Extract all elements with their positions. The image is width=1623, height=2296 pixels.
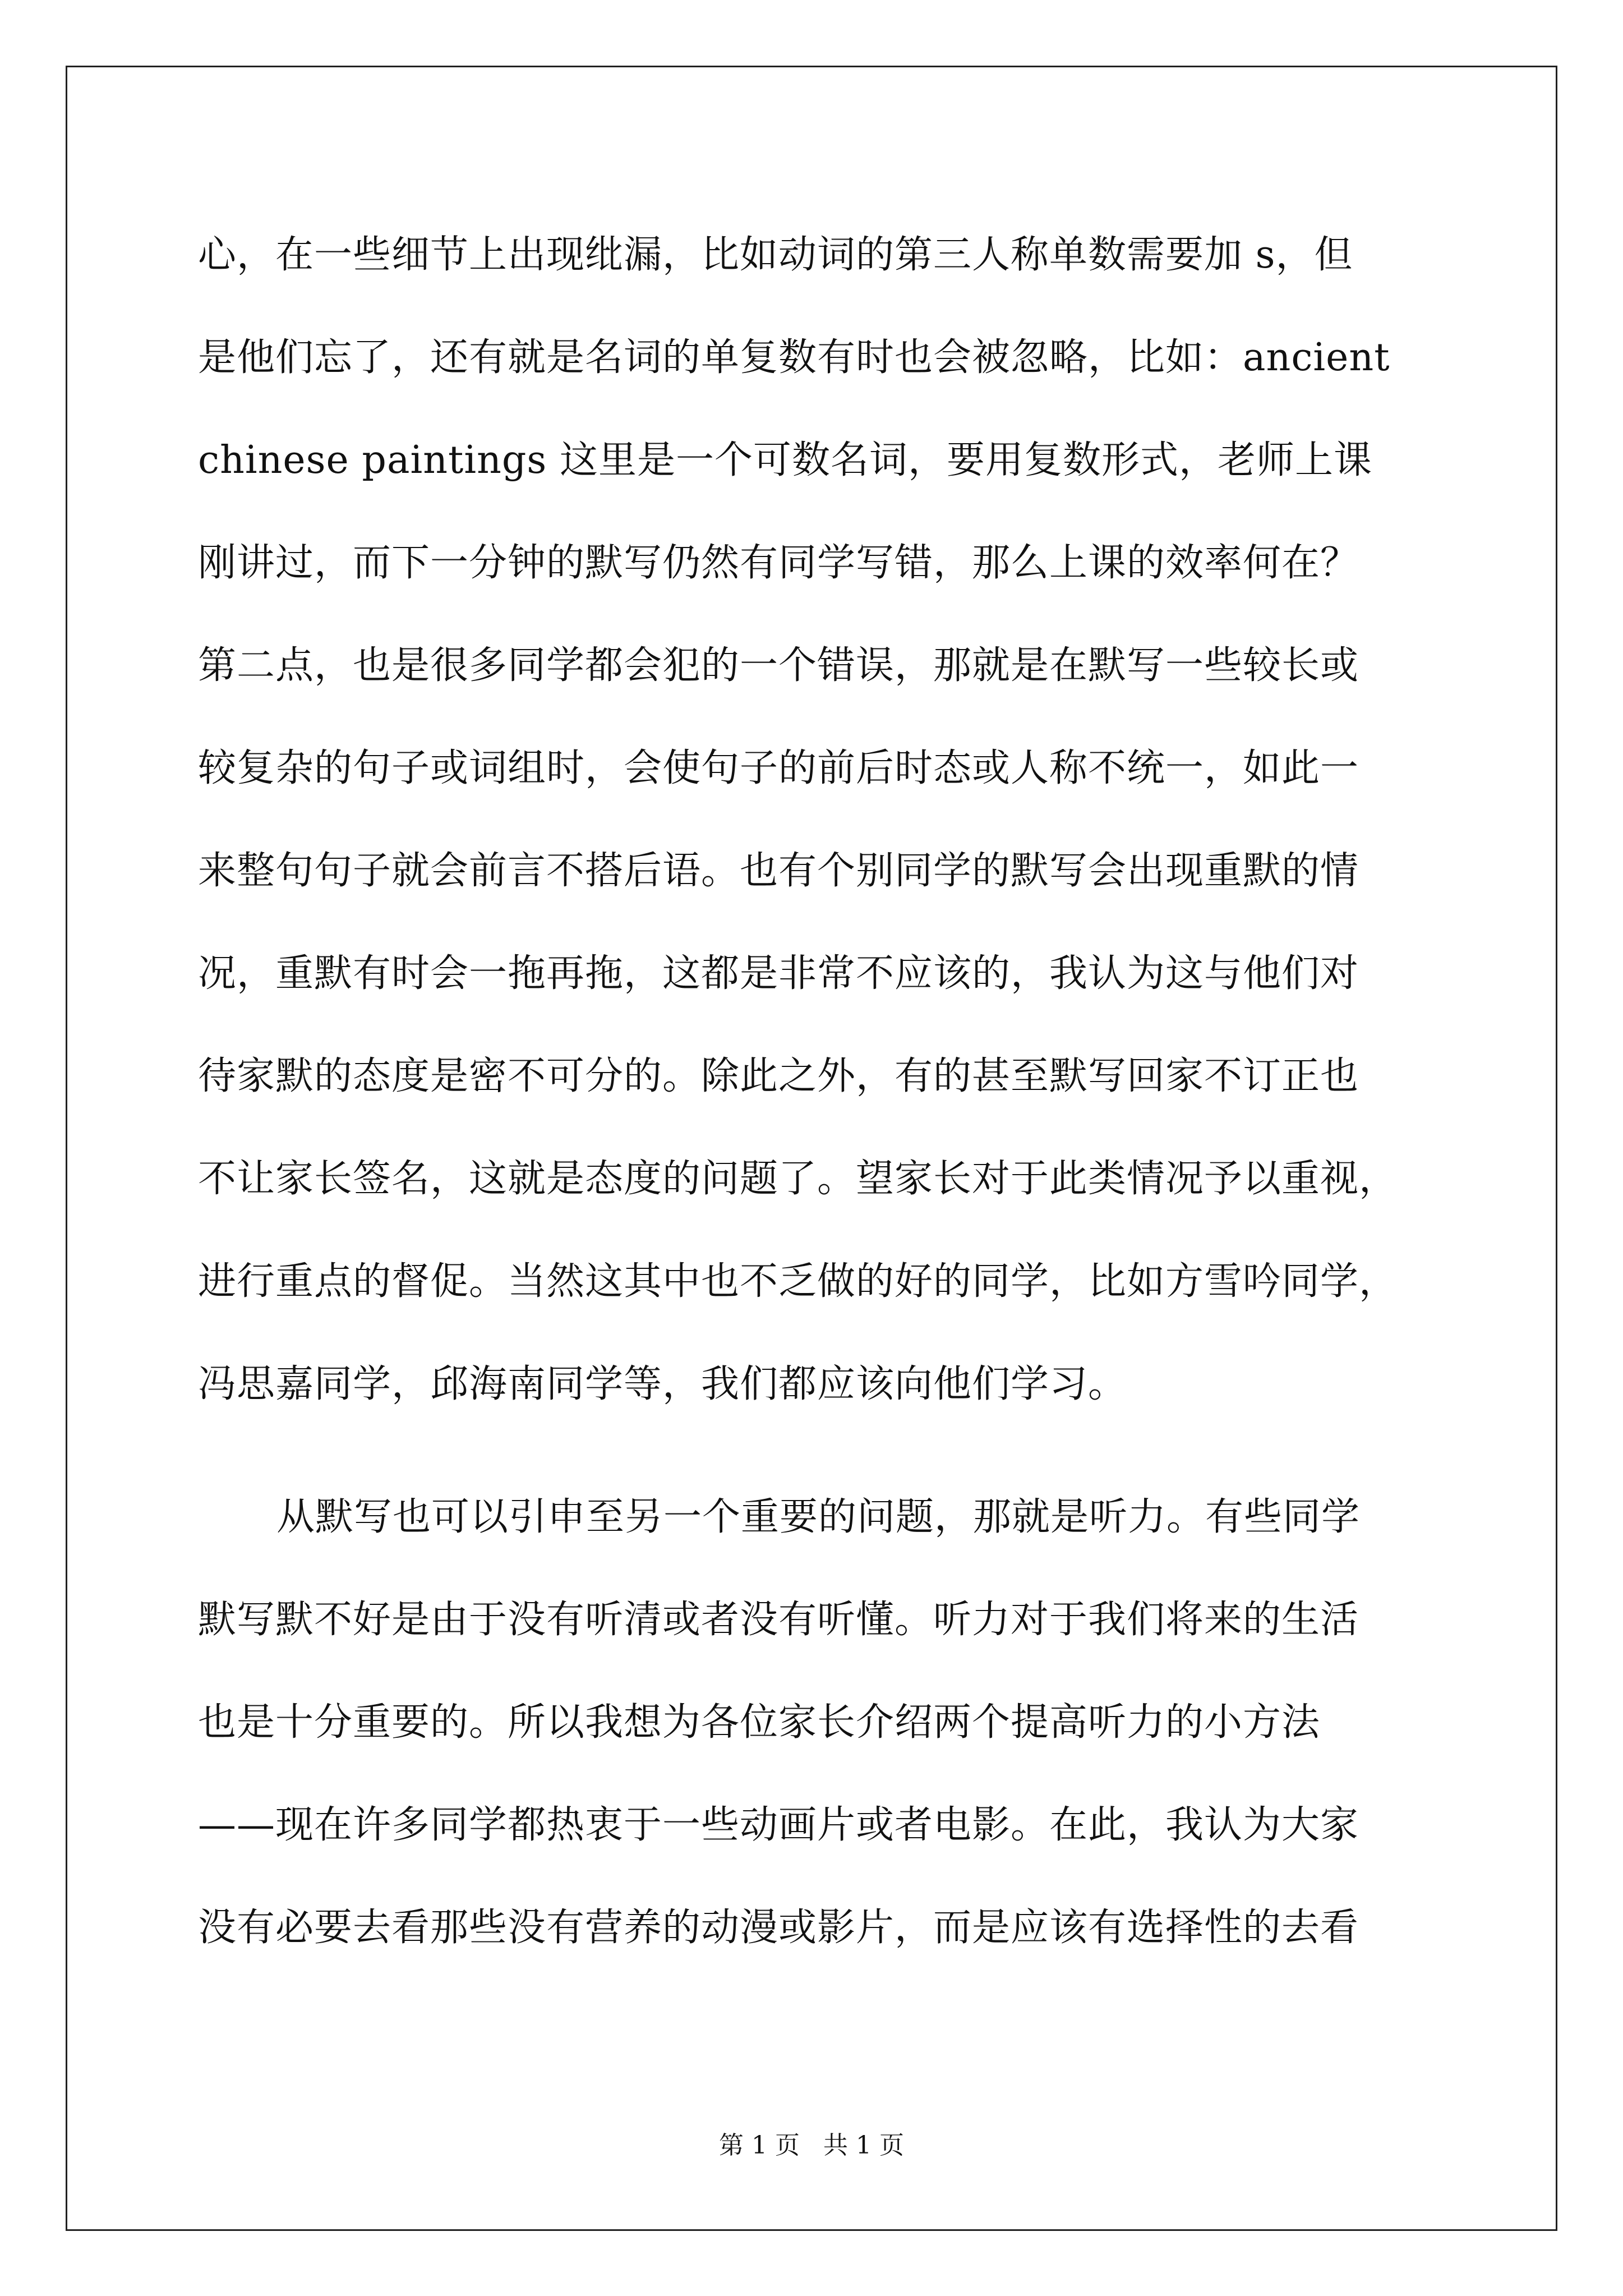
text-line: 较复杂的句子或词组时，会使句子的前后时态或人称不统一，如此一: [198, 746, 1359, 790]
text-line: 心，在一些细节上出现纰漏，比如动词的第三人称单数需要加 s，但: [198, 233, 1353, 277]
text-line: 待家默的态度是密不可分的。除此之外，有的甚至默写回家不订正也: [198, 1054, 1359, 1098]
text-line: 没有必要去看那些没有营养的动漫或影片，而是应该有选择性的去看: [198, 1906, 1359, 1950]
text-line: 是他们忘了，还有就是名词的单复数有时也会被忽略，比如：ancient: [198, 335, 1390, 380]
text-line: 第二点，也是很多同学都会犯的一个错误，那就是在默写一些较长或: [198, 643, 1359, 688]
text-line: 不让家长签名，这就是态度的问题了。望家长对于此类情况予以重视，: [198, 1157, 1398, 1201]
text-line: 进行重点的督促。当然这其中也不乏做的好的同学，比如方雪吟同学，: [198, 1259, 1398, 1304]
text-line: ——现在许多同学都热衷于一些动画片或者电影。在此，我认为大家: [198, 1803, 1359, 1847]
text-line: 来整句句子就会前言不搭后语。也有个别同学的默写会出现重默的情: [198, 849, 1359, 893]
text-line: 也是十分重要的。所以我想为各位家长介绍两个提高听力的小方法: [198, 1700, 1321, 1745]
text-line: 刚讲过，而下一分钟的默写仍然有同学写错，那么上课的效率何在？: [198, 541, 1359, 585]
text-line: 冯思嘉同学，邱海南同学等，我们都应该向他们学习。: [198, 1362, 1127, 1406]
text-line: chinese paintings 这里是一个可数名词，要用复数形式，老师上课: [198, 438, 1372, 482]
text-line: 默写默不好是由于没有听清或者没有听懂。听力对于我们将来的生活: [198, 1598, 1359, 1642]
page-number: 第 1 页 共 1 页: [719, 2131, 904, 2160]
paragraph-first-line: 从默写也可以引申至另一个重要的问题，那就是听力。有些同学: [276, 1495, 1361, 1539]
text-line: 况，重默有时会一拖再拖，这都是非常不应该的，我认为这与他们对: [198, 951, 1359, 996]
